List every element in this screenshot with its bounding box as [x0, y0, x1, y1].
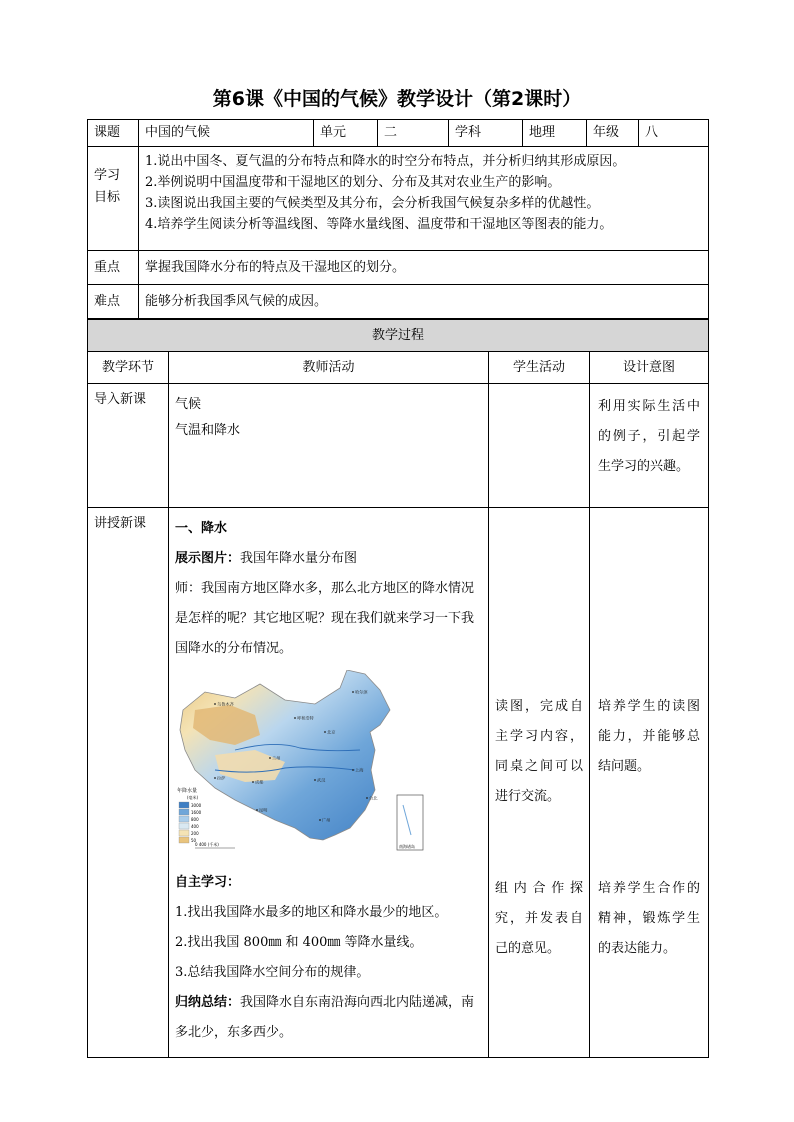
city-dot: [294, 717, 296, 719]
legend-unit: (毫米): [187, 795, 199, 800]
intro-line: 气温和降水: [175, 423, 241, 438]
city-label: 上海: [355, 767, 364, 773]
objectives-list: [139, 147, 709, 251]
city-label: 武汉: [317, 777, 326, 783]
city-label: 成都: [255, 779, 264, 785]
info-table: [87, 119, 709, 319]
objectives-label: [88, 147, 139, 251]
legend-swatch: [179, 830, 189, 836]
objective-item: 1.说出中国冬、夏气温的分布特点和降水的时空分布特点，并分析归纳其形成原因。: [145, 154, 626, 169]
lecture-student: [489, 508, 590, 1058]
topic-label: 课题: [88, 120, 139, 147]
process-table: [87, 319, 709, 1058]
topic-value: 中国的气候: [139, 120, 314, 147]
col-teacher: 教师活动: [169, 352, 489, 384]
grade-value: 八: [639, 120, 709, 147]
page-title: 第6课《中国的气候》教学设计（第2课时）: [212, 88, 582, 110]
city-label: 呼和浩特: [297, 715, 314, 721]
lecture-stage: 讲授新课: [88, 508, 169, 1058]
student-activity-1: 读图，完成自主学习内容，同桌之间可以进行交流。: [495, 699, 583, 804]
col-student: 学生活动: [489, 352, 590, 384]
city-label: 广州: [322, 817, 331, 823]
legend-swatch: [179, 816, 189, 822]
grade-label: 年级: [587, 120, 639, 147]
city-dot: [252, 781, 254, 783]
city-label: 哈尔滨: [355, 689, 368, 695]
city-dot: [214, 777, 216, 779]
process-title: 教学过程: [88, 320, 709, 352]
intro-student: [489, 384, 590, 508]
teacher-speech: 师：我国南方地区降水多，那么北方地区的降水情况是怎样的呢？其它地区呢？现在我们就来学习一下我国降水的分布情况。: [175, 581, 475, 656]
design-intent-1: 培养学生的读图能力，并能够总结问题。: [598, 699, 701, 774]
city-label: 北京: [327, 729, 336, 735]
city-dot: [269, 757, 271, 759]
objective-item: 2.举例说明中国温度带和干湿地区的划分、分布及其对农业生产的影响。: [145, 175, 561, 190]
city-dot: [352, 769, 354, 771]
city-label: 乌鲁木齐: [217, 701, 234, 707]
inset-label: 南海诸岛: [399, 844, 415, 849]
self-study-item: 1.找出我国降水最多的地区和降水最少的地区。: [175, 905, 448, 920]
section-heading: 一、降水: [175, 521, 228, 536]
intro-intent: 利用实际生活中的例子，引起学生学习的兴趣。: [590, 384, 709, 508]
lecture-teacher: [169, 508, 489, 1058]
design-intent-2: 培养学生合作的精神，锻炼学生的表达能力。: [598, 881, 701, 956]
subject-value: 地理: [523, 120, 587, 147]
lecture-intent: [590, 508, 709, 1058]
show-label: 展示图片：: [175, 551, 241, 566]
map-inset: [397, 795, 423, 850]
map-scale: 0 400 (千米): [195, 842, 219, 847]
self-study-item: 3.总结我国降水空间分布的规律。: [175, 965, 370, 980]
precipitation-map-image: [175, 670, 425, 855]
legend-swatch: [179, 802, 189, 808]
city-label: 拉萨: [217, 775, 226, 781]
col-stage: 教学环节: [88, 352, 169, 384]
legend-title: 年降水量: [177, 788, 198, 794]
key-point-text: 掌握我国降水分布的特点及干湿地区的划分。: [139, 251, 709, 285]
legend-swatch: [179, 837, 189, 843]
col-intent: 设计意图: [590, 352, 709, 384]
city-label: 昆明: [259, 807, 268, 813]
key-point-label: 重点: [88, 251, 139, 285]
city-dot: [314, 779, 316, 781]
precipitation-map: [175, 670, 482, 862]
city-dot: [366, 797, 368, 799]
self-study-item: 2.找出我国 800㎜ 和 400㎜ 等降水量线。: [175, 935, 423, 950]
summary-label: 归纳总结：: [175, 995, 241, 1010]
city-dot: [214, 703, 216, 705]
city-dot: [324, 731, 326, 733]
intro-line: 气候: [175, 397, 202, 412]
city-label: 兰州: [272, 755, 281, 761]
objective-item: 4.培养学生阅读分析等温线图、等降水量线图、温度带和干湿地区等图表的能力。: [145, 217, 613, 232]
self-study-label: 自主学习：: [175, 875, 241, 890]
legend-value: 1600: [191, 810, 202, 815]
city-label: 台北: [369, 795, 378, 801]
legend-value: 3000: [191, 803, 202, 808]
subject-label: 学科: [449, 120, 523, 147]
unit-value: 二: [378, 120, 449, 147]
legend-value: 50: [191, 838, 197, 843]
difficulty-label: 难点: [88, 285, 139, 319]
legend-swatch: [179, 809, 189, 815]
city-dot: [319, 819, 321, 821]
summary-text: 我国降水自东南沿海向西北内陆递减，南多北少，东多西少。: [175, 995, 475, 1040]
unit-label: 单元: [314, 120, 378, 147]
legend-value: 400: [191, 824, 199, 829]
objective-item: 3.读图说出我国主要的气候类型及其分布，会分析我国气候复杂多样的优越性。: [145, 196, 600, 211]
intro-stage: 导入新课: [88, 384, 169, 508]
student-activity-2: 组内合作探究，并发表自己的意见。: [495, 881, 583, 956]
legend-swatch: [179, 823, 189, 829]
map-legend: [177, 787, 202, 843]
city-dot: [352, 691, 354, 693]
show-text: 我国年降水量分布图: [240, 551, 358, 566]
legend-value: 800: [191, 817, 199, 822]
objectives-label-2: 目标: [94, 190, 121, 205]
objectives-label-1: 学习: [94, 168, 121, 183]
intro-teacher: [169, 384, 489, 508]
difficulty-text: 能够分析我国季风气候的成因。: [139, 285, 709, 319]
city-dot: [256, 809, 258, 811]
legend-value: 200: [191, 831, 199, 836]
